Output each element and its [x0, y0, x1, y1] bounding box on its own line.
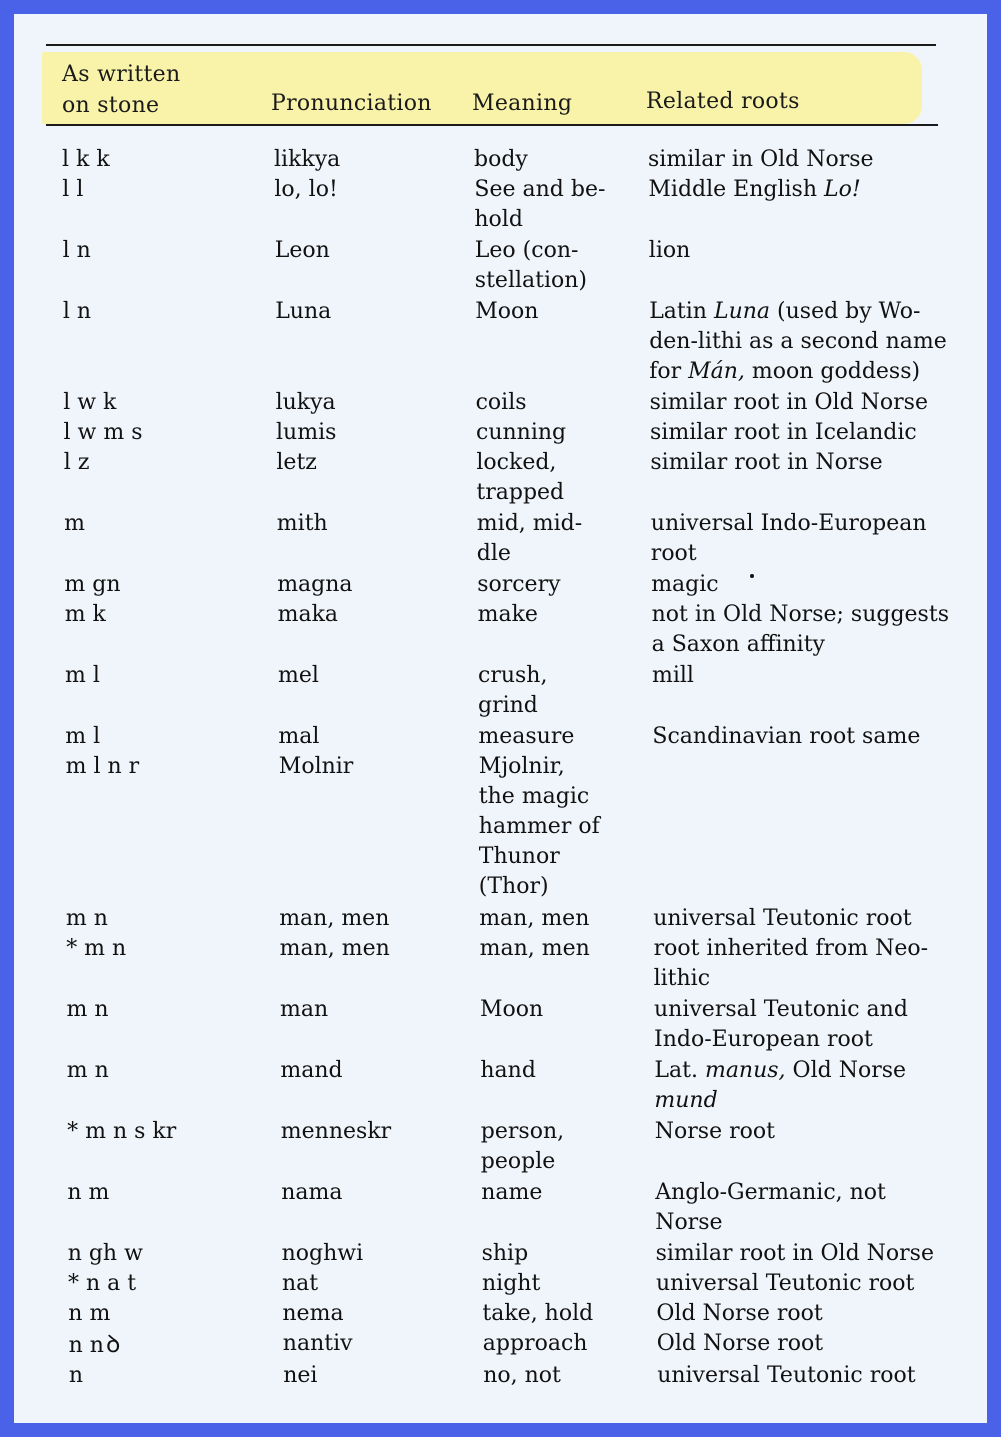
cell-roots: similar root in Old Norse [649, 390, 928, 415]
cell-written: m l [65, 663, 100, 688]
cell-pron: Molnir [278, 754, 354, 779]
cell-written: m l n r [65, 754, 140, 779]
cell-meaning: Moon [480, 997, 544, 1022]
cell-written: l w m s [63, 420, 143, 445]
cell-roots: Latin Luna (used by Wo- den-lithi as a second name for Mán, moon goddess) [649, 299, 947, 384]
cell-roots: similar root in Icelandic [650, 420, 917, 445]
cell-pron: man [280, 997, 329, 1022]
cell-meaning: coils [475, 390, 527, 415]
cell-pron: nama [281, 1180, 343, 1205]
rune-glyph: ꝺ [105, 1330, 121, 1358]
cell-meaning: name [481, 1180, 543, 1205]
cell-roots: lion [648, 238, 691, 263]
cell-written: l z [63, 450, 90, 475]
cell-written: m gn [64, 572, 121, 597]
cell-roots: Lat. manus, Old Norse mund [654, 1058, 907, 1113]
cell-written: m [64, 511, 85, 536]
cell-written: n nꝺ [68, 1330, 121, 1358]
cell-roots: Old Norse root [656, 1331, 824, 1356]
cell-pron: likkya [274, 147, 341, 172]
cell-pron: nat [282, 1271, 319, 1296]
cell-written: l n [62, 299, 92, 324]
speck [750, 574, 754, 578]
cell-written: m n [66, 1058, 109, 1083]
cell-meaning: Mjolnir, the magic hammer of Thunor (Thor) [478, 754, 600, 899]
cell-meaning: man, men [479, 906, 590, 931]
cell-roots: root inherited from Neo- lithic [653, 936, 929, 991]
cell-roots: Middle English Lo! [648, 177, 861, 202]
cell-written: m n [66, 997, 109, 1022]
cell-meaning: Leo (con- stellation) [474, 238, 588, 293]
cell-roots: Norse root [654, 1119, 775, 1144]
cell-pron: lukya [275, 390, 336, 415]
cell-roots: magic [651, 572, 719, 597]
cell-pron: nei [283, 1363, 318, 1388]
cell-meaning: take, hold [482, 1301, 594, 1326]
header-related-roots: Related roots [646, 89, 800, 114]
cell-meaning: approach [482, 1331, 588, 1356]
cell-written: * m n s kr [67, 1119, 177, 1144]
cell-roots: universal Teutonic root [653, 906, 912, 931]
cell-pron: nema [282, 1301, 344, 1326]
cell-written: m n [65, 906, 108, 931]
cell-meaning: measure [478, 724, 575, 749]
cell-written: * n a t [68, 1271, 137, 1296]
cell-pron: letz [276, 450, 317, 475]
cell-pron: maka [277, 602, 339, 627]
cell-meaning: ship [481, 1241, 529, 1266]
cell-pron: lumis [276, 420, 337, 445]
cell-written: l l [62, 177, 84, 202]
page [14, 14, 987, 1423]
cell-written: m l [65, 724, 101, 749]
cell-roots: Anglo-Germanic, not Norse [655, 1180, 886, 1235]
cell-written: * m n [66, 936, 127, 961]
cell-pron: mel [278, 663, 319, 688]
cell-roots: universal Teutonic root [657, 1363, 916, 1388]
cell-meaning: make [477, 602, 538, 627]
header-written-line2: on stone [62, 93, 160, 118]
cell-pron: man, men [279, 936, 390, 961]
cell-meaning: man, men [479, 936, 590, 961]
cell-pron: Leon [274, 238, 330, 263]
header-written-line1: As written [62, 62, 181, 87]
cell-pron: noghwi [281, 1241, 364, 1266]
cell-meaning: crush, grind [478, 663, 548, 718]
cell-roots: Old Norse root [656, 1301, 823, 1326]
cell-pron: lo, lo! [274, 177, 338, 202]
cell-pron: magna [277, 572, 353, 597]
cell-roots: Scandinavian root same [652, 724, 921, 749]
cell-meaning: mid, mid- dle [476, 511, 583, 566]
cell-roots: similar root in Old Norse [655, 1241, 934, 1266]
cell-written: n m [67, 1180, 110, 1205]
cell-written: n gh w [67, 1241, 143, 1266]
cell-meaning: person, people [480, 1119, 565, 1174]
cell-roots: similar in Old Norse [648, 147, 874, 172]
cell-roots: mill [652, 663, 694, 688]
cell-meaning: locked, trapped [476, 450, 565, 505]
header-pronunciation: Pronunciation [271, 91, 432, 116]
cell-meaning: night [482, 1271, 541, 1296]
cell-pron: mith [276, 511, 328, 536]
cell-written: m k [64, 602, 106, 627]
cell-meaning: cunning [476, 420, 567, 445]
cell-meaning: sorcery [477, 572, 561, 597]
cell-pron: mal [278, 724, 320, 749]
cell-meaning: no, not [483, 1363, 561, 1388]
cell-roots: not in Old Norse; suggests a Saxon affinity [651, 602, 949, 657]
cell-roots: universal Indo-European root [650, 511, 927, 566]
cell-written: n m [68, 1301, 111, 1326]
cell-written: l k k [62, 147, 110, 172]
cell-pron: man, men [279, 906, 390, 931]
cell-pron: Luna [275, 299, 332, 324]
cell-meaning: hand [480, 1058, 536, 1083]
cell-meaning: See and be- hold [474, 177, 606, 232]
cell-meaning: body [474, 147, 528, 172]
header-meaning: Meaning [472, 91, 573, 116]
header-rule [46, 124, 938, 126]
cell-written: n [68, 1363, 84, 1388]
cell-roots: universal Teutonic and Indo-European root [654, 997, 908, 1052]
cell-meaning: Moon [475, 299, 539, 324]
cell-roots: similar root in Norse [650, 450, 883, 475]
cell-pron: menneskr [280, 1119, 392, 1144]
cell-roots: universal Teutonic root [656, 1271, 915, 1296]
cell-pron: mand [280, 1058, 343, 1083]
top-rule [46, 44, 936, 46]
cell-written: l n [62, 238, 91, 263]
cell-pron: nantiv [282, 1331, 353, 1356]
cell-written: l w k [63, 390, 117, 415]
